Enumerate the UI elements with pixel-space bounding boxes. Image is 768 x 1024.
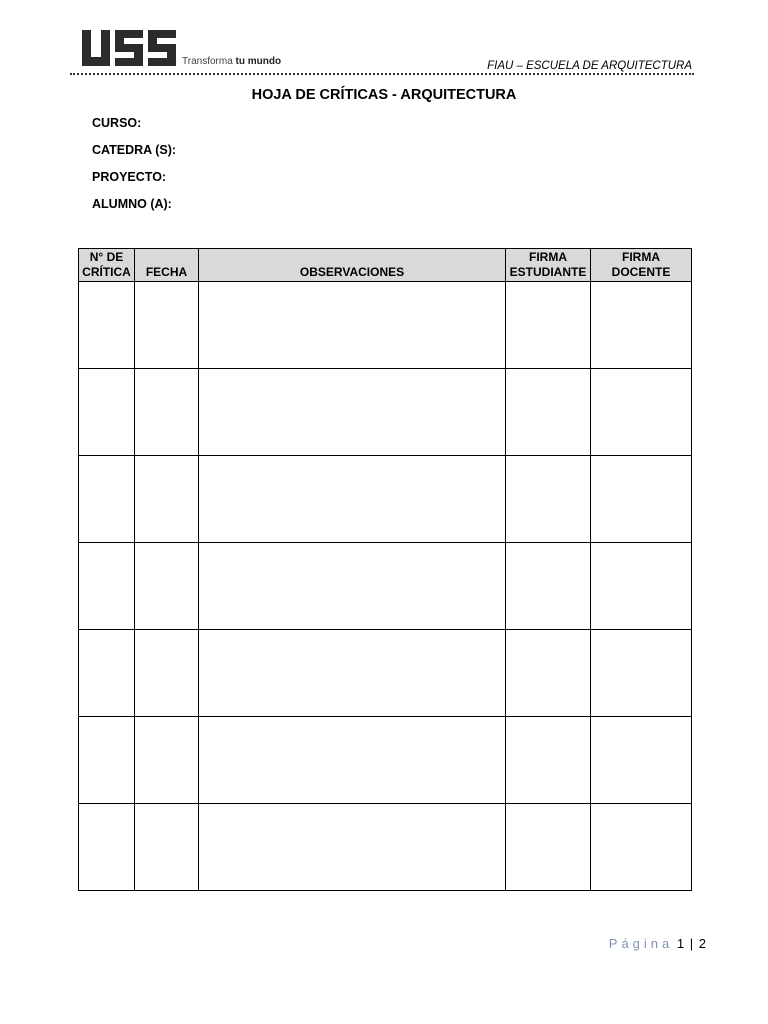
cell-firma-docente[interactable] <box>591 456 692 543</box>
cell-observaciones[interactable] <box>199 543 506 630</box>
cell-firma-estudiante[interactable] <box>506 630 591 717</box>
uss-logo-mark <box>82 30 178 68</box>
cell-firma-docente[interactable] <box>591 717 692 804</box>
cell-fecha[interactable] <box>135 456 199 543</box>
cell-numero[interactable] <box>79 543 135 630</box>
cell-fecha[interactable] <box>135 369 199 456</box>
col-header-firma-estudiante: FIRMA ESTUDIANTE <box>506 249 591 282</box>
cell-numero[interactable] <box>79 804 135 891</box>
cell-firma-docente[interactable] <box>591 630 692 717</box>
col-header-observaciones: OBSERVACIONES <box>199 249 506 282</box>
cell-numero[interactable] <box>79 456 135 543</box>
cell-fecha[interactable] <box>135 543 199 630</box>
cell-fecha[interactable] <box>135 282 199 369</box>
field-curso: CURSO: <box>92 116 142 130</box>
department-header: FIAU – ESCUELA DE ARQUITECTURA <box>487 60 692 72</box>
table-row <box>79 717 692 804</box>
cell-observaciones[interactable] <box>199 717 506 804</box>
cell-observaciones[interactable] <box>199 630 506 717</box>
page-word: Página <box>608 936 674 951</box>
cell-numero[interactable] <box>79 717 135 804</box>
page-separator: | <box>689 936 694 951</box>
table-header-row <box>79 249 692 282</box>
cell-firma-docente[interactable] <box>591 282 692 369</box>
cell-firma-estudiante[interactable] <box>506 717 591 804</box>
table-body <box>79 282 692 891</box>
cell-firma-estudiante[interactable] <box>506 804 591 891</box>
page-total: 2 <box>698 936 706 951</box>
cell-numero[interactable] <box>79 282 135 369</box>
table-row <box>79 543 692 630</box>
table-row <box>79 369 692 456</box>
page-number: 1 <box>676 936 685 951</box>
tagline-bold: tu mundo <box>235 56 282 67</box>
cell-firma-estudiante[interactable] <box>506 543 591 630</box>
col-header-numero: N° DE CRÍTICA <box>79 249 135 282</box>
field-proyecto: PROYECTO: <box>92 170 167 184</box>
cell-observaciones[interactable] <box>199 804 506 891</box>
cell-firma-docente[interactable] <box>591 543 692 630</box>
table-row <box>79 456 692 543</box>
page-footer <box>609 936 706 951</box>
cell-firma-docente[interactable] <box>591 369 692 456</box>
table-row <box>79 804 692 891</box>
cell-fecha[interactable] <box>135 804 199 891</box>
field-catedra: CATEDRA (S): <box>92 143 177 157</box>
table-row <box>79 282 692 369</box>
cell-firma-estudiante[interactable] <box>506 456 591 543</box>
cell-fecha[interactable] <box>135 717 199 804</box>
col-header-firma-docente: FIRMA DOCENTE <box>591 249 692 282</box>
tagline-prefix: Transforma <box>182 56 233 67</box>
logo-tagline <box>182 56 281 67</box>
cell-firma-estudiante[interactable] <box>506 369 591 456</box>
criticas-table <box>78 248 692 891</box>
page-title: HOJA DE CRÍTICAS - ARQUITECTURA <box>251 87 517 103</box>
uss-logo <box>82 30 282 68</box>
cell-numero[interactable] <box>79 369 135 456</box>
cell-firma-estudiante[interactable] <box>506 282 591 369</box>
cell-observaciones[interactable] <box>199 282 506 369</box>
col-header-fecha: FECHA <box>135 249 199 282</box>
cell-firma-docente[interactable] <box>591 804 692 891</box>
field-alumno: ALUMNO (A): <box>92 197 172 211</box>
cell-observaciones[interactable] <box>199 369 506 456</box>
header-divider <box>70 73 694 75</box>
cell-fecha[interactable] <box>135 630 199 717</box>
cell-numero[interactable] <box>79 630 135 717</box>
cell-observaciones[interactable] <box>199 456 506 543</box>
table-row <box>79 630 692 717</box>
